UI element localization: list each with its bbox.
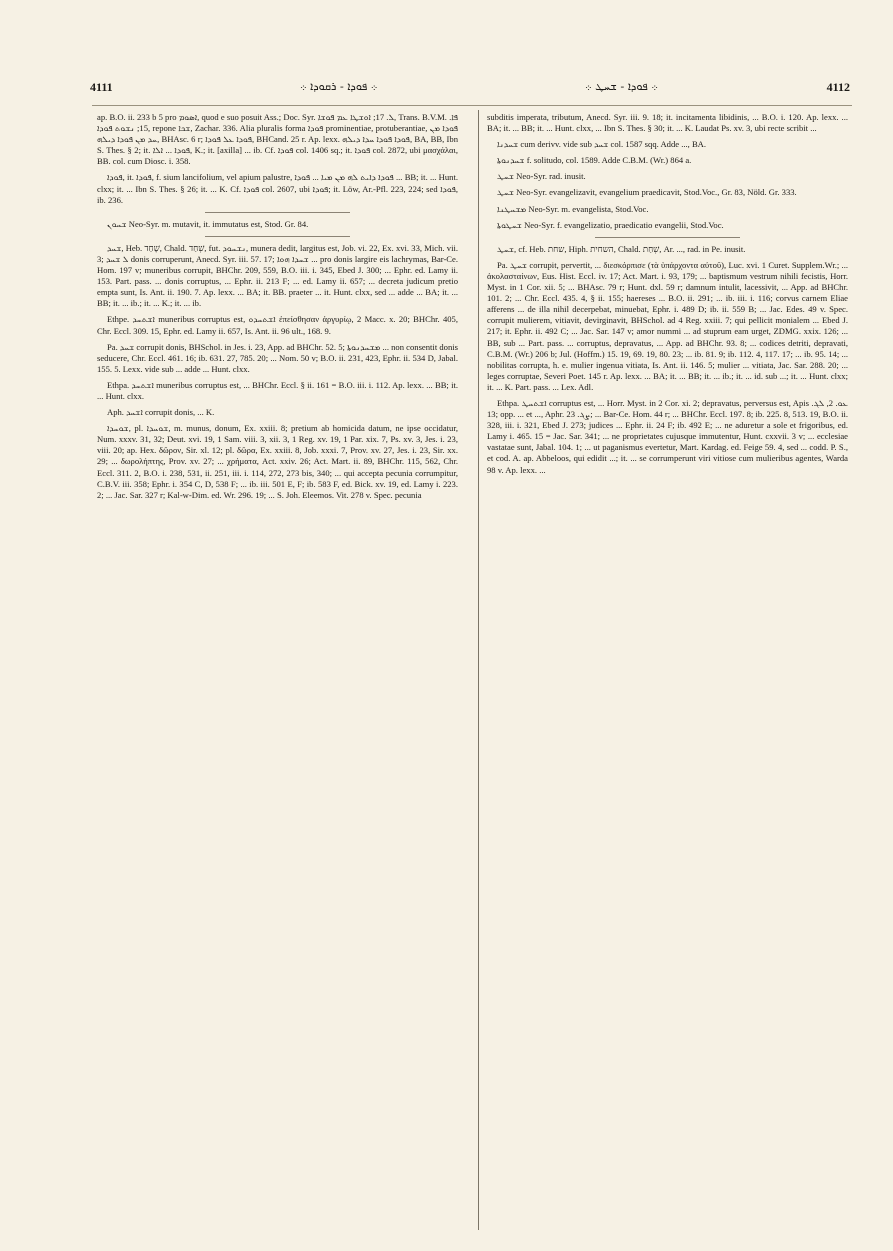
entry-left-1: ܦܘܕܐ, it. ܦܘܕܐ, f. sium lancifolium, vel apium palustre, ܦܘܕܐ ܕܐܝܬ ܠܗ ܡܢ ܡܝܐ ... ܦܘܕܐ ... BB; it. ... Hunt. clxx; it. ... Ibn S. Thes. § 26; it. ... K. Cf. ܦܘܕܐ col. 2607, ubi ܦܘܕܐ; it. Löw, Ar.-Pfl. 223, 224; sed ܦܘܕܐ, ib. 236. [97,172,458,205]
entry-left-2: ܫܚܘܢ Neo-Syr. m. mutavit, it. immutatus est, Stod. Gr. 84. [107,218,309,229]
entry-left-5: Pa. ܫܚܕ corrupit donis, BHSchol. in Jes. i. 23, App. ad BHChr. 52. 5; ܡܫܚܕܢܘܬܐ ... non consentit donis seducere, Chr. Eccl. 461. 16; ib. 631. 27, 785. 20; ... Nom. 50 v; B.O. ii. 231, 423, Ephr. ii. 534 D, Jabal. 155. 5. Lexx. vide sub ... adde ... Hunt. clxx. [97,341,458,374]
header-rule [92,105,852,106]
entry-left-4: Ethpe. ܐܫܬܚܕ muneribus corruptus est, ܐܫܬܚܕܘ ἐπείσθησαν ἀργυρίῳ, 2 Macc. x. 20; BHChr. 405, Chr. Eccl. 309. 15, Ephr. ed. Lamy ii. 657, Is. Ant. ii. 96 ult., 168. 9. [97,314,458,336]
entry-left-3: ܫܚܕ, Heb. שָׁחַד, Chald. שְׁחַד, fut. ܢܫܚܘܕ, munera dedit, largitus est, Job. vi. 22, Ex. xvi. 33, Mich. vii. 3; ܠ ܫܚܕ donis corruperunt, Anecd. Syr. iii. 57. 17; ܫܚܕܐ ܗܘܐ ... pro donis largire eis lachrymas, Bar-Ce. Hom. 197 v; muneribus corrupit, BHChr. 209, 559, B.O. iii. i. 345, Ebed J. 300; ... Ephr. ed. Lamy ii. 153. Part. pass. ... donis corruptus, ... Ephr. ii. 213 F; ... ed. Lamy ii. 657; ... decreta judicum pretio empta sunt, Is. Ant. ii. 190. 7. Ap. lexx. ... BA; it. BB. praeter ... it. Hunt. clxx, sed ... adde ... BA; it. ... BB; it. ... ib.; it. ... K.; it. ... ib. [97,242,458,309]
page-number-right: 4112 [826,80,850,94]
entry-right-3: ܫܚܛ Neo-Syr. rad. inusit. [497,171,586,182]
entry-right-8: Pa. ܫܚܛ corrupit, pervertit, ... διεσκόρπισε (τὰ ὑπάρχοντα αὐτοῦ), Luc. xvi. 1 Curet. Supplem.Wr.; ... ἀκολασταίνων, Eus. Hist. Eccl. iv. 17; Act. Mart. i. 93, 179; ... baptismum vestrum nihili fecistis, Horr. Myst. in 1 Cor. xii. 5; ... BHAsc. 79 r; Hunt. dxl. 59 r; damnum intulit, lacessivit, ... App. ad BHChr. 101. 2; ... Chr. Eccl. 435. 4, § ii. 155; haereses ... B.O. ii. 291; ... ib. iii. i. 116; corvus carnem Eliae afferens ... de illa nihil decerpebat, minuebat, Ephr. i. 489 D; ib. ii. 559 B; ... Jac. Edes. 49 v. Spec. corrupit mulierem, vitiavit, devirginavit, BHSchol. ad 4 Reg. xxiii. 7; qui pellicit monialem ... Ebed J. 217; it. Ephr. ii. 492 C; ... Jac. Sar. 147 v; amor nummi ... ad stuprum eam urget, ZDMG. xxix. 126; ... BB, sub ... Part. pass. ... corruptus, depravatus, ... App. ad BHChr. 93. 8; ... codices detriti, depravati, C.B.M. (Wr.) 206 b; Jul. (Hoffm.) 15. 19, 69. 19, 80. 23; ... ib. 81. 9; ib. 112. 4, 117. 17; ... ib. 95. 14; ... nobilitas corrupta, h. e. mulier ingenua vitiata, Is. Ant. ii. 146. 5; mulier ... vitiata, Jac. Sar. 288. 20; ... leges corruptae, Severi Poet. 145 r. Ap. lexx. ... BA; it. ... BB; it. ... ib.; it. ... id. sub ...; it. ... Hunt. clxx; it. ... K. Part. pass. ... Lex. Adl. [487,259,848,392]
running-head-right: ܀ ܦܘܕܐ - ܫܚܛ ܀ [585,80,658,93]
page-number-left: 4111 [90,80,113,94]
left-column [97,112,458,1230]
entry-left-8: ܫܘܚܕܐ, pl. ܫܘܚܕܐ, m. munus, donum, Ex. xxiii. 8; pretium ab homicida datum, ne ipse occidatur, Num. xxxv. 31, 32; Deut. xvi. 19, 1 Sam. viii. 3, xii. 3, 1 Reg. xv. 19, 1 Par. xix. 7, Ps. xv. 3, Jes. i. 23, viii. 20; ap. Hex. δῶρον, Sir. xl. 12; pl. δῶρα, Ex. xxiii. 8, Job. xxxi. 7, Prov. xv. 27, Jes. i. 23, Sir. xx. 29; ... δωρολήπτης, Prov. xv. 27; ... χρήματα, Act. xxiv. 26; Act. Mart. ii. 89, BHChr. 115, 562, Chr. Eccl. 311. 2, B.O. i. 238, 531, ii. 251, iii. i. 114, 272, 273 bis, 340; ... qui accepta pecunia corrumpitur, C.B.V. iii. 358; Ephr. i. 354 C, D, 538 F; ... ib. iii. 501 E, F; ib. 583 F, ed. Bick. xv. 19, ed. Lamy i. 223. 2; ... Jac. Sar. 327 r; Kal-w-Dim. ed. Wr. 296. 19; ... S. Joh. Eleemos. Vit. 278 v. Spec. pecunia [97,423,458,500]
entry-right-7: ܫܚܛ, cf. Heb. שחת, Hiph. השחית, Chald. שְׁחַת, Ar. ..., rad. in Pe. inusit. [497,243,746,254]
entry-right-5: ܡܫܚܛܢܐ Neo-Syr. m. evangelista, Stod.Voc. [497,203,649,214]
entry-right-1: ܫܚܕܢܐ cum derivv. vide sub ܫܚܕ col. 1587 sqq. Adde ..., BA. [497,139,707,150]
entry-left-7: Aph. ܐܫܚܕ corrupit donis, ... K. [107,407,215,418]
entry-separator [595,237,739,238]
entry-right-0: subditis imperata, tributum, Anecd. Syr. iii. 9. 18; it. incitamenta libidinis, ... B.O. i. 120. Ap. lexx. ... BA; it. ... BB; it. ... Hunt. clxx, ... Ibn S. Thes. § 30; it. ... K. Laudat Ps. xv. 3, ubi recte scribit ... [487,112,848,134]
right-column [487,112,848,1230]
entry-right-6: ܫܚܛܘܬܐ Neo-Syr. f. evangelizatio, praedicatio evangelii, Stod.Voc. [497,219,724,230]
entry-right-2: ܫܚܕܢܘܬܐ f. solitudo, col. 1589. Adde C.B.M. (Wr.) 864 a. [497,155,692,166]
entry-separator [205,212,349,213]
entry-right-4: ܫܚܛ Neo-Syr. evangelizavit, evangelium praedicavit, Stod.Voc., Gr. 83, Nöld. Gr. 333. [497,187,797,198]
running-head-left: ܀ ܦܘܕܐ - ܪܩܘܕܐ ܀ [300,80,378,93]
entry-right-9: Ethpa. ܐܫܬܚܛ corruptus est, ... Horr. Myst. in 2 Cor. xi. 2; depravatus, perversus est, Apis ܥܘ. 2, ܠܓ. 13; opp. ... et ..., Aphr. ܨܓ. 23; ... Bar-Ce. Hom. 44 r; ... BHChr. Eccl. 197. 8; ib. 225. 8, 513. 19, B.O. ii. 328, iii. i. 321, Ebed J. 273; judices ... Ephr. ii. 24 F; ib. 492 E; ... ne aduretur a sole et frigoribus, ed. Lamy i. 465. 15 = Jac. Sar. 341; ... ne proprietates cujusque immutentur, Hunt. cxxvii. 3 v; ... ecclesiae vastatae sunt, Jabal. 104. 1; ... ut paganismus evertetur, Mart. Kardag. ed. Feige 59. 4, sed ... codd. P. S., et cod. A. ap. Abbeloos, qui edidit ...; it. ... se corrumperunt viri vitiose cum mulieribus agentes, Warda 98 v. Ap. lexx. ... [487,397,848,475]
page-header [90,80,850,104]
entry-separator [205,236,349,237]
entry-left-6: Ethpa. ܐܫܬܚܕ muneribus corruptus est, ... BHChr. Eccl. § ii. 161 = B.O. iii. i. 112. Ap. lexx. ... BB; it. ... Hunt. clxx. [97,379,458,401]
entry-left-0: ap. B.O. ii. 233 b 5 pro ܐܣܘܡ, quod e suo posuit Ass.; Doc. Syr. ܠ. 17; ܐܘܫܛܐ ܥܡ ܦܘܫܐ, Trans. B.V.M. ܦܐ. 15; ܢܫܘܬ ܦܘܕܐ, repone ܫܟܐ, Zachar. 336. Alia pluralis forma ܦܘܕܐ prominentiae, protuberantiae, ܦܘܕܐ ܡܢ ܚܕ ܡܢ ܦܘܕܐ ܕܝܠܗ, BHAsc. 6 r; ܦܘܕܐ ܥܠ ܦܘܕܐ, BHCand. 25 r. Ap. lexx. ܦܘܕܐ ܦܘܕܐ ܚܕܐ ܕܝܠܗ, BA, BB, Ibn S. Thes. § 2; it. ܦܘܕܐ ... ܐܠܐ, K.; it. [axilla] ... ib. Cf. ܦܘܕܐ col. 1406 sq.; it. ܦܘܕܐ col. 2872, ubi μασχάλαι, BB. col. cum Diosc. i. 358. [97,112,458,167]
column-divider [478,110,479,1230]
